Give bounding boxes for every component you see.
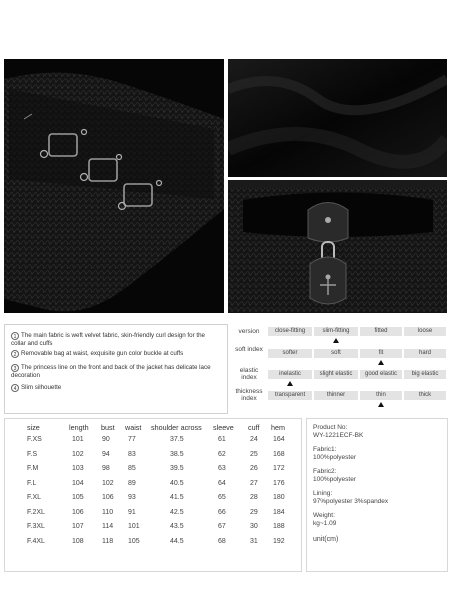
measurement-cell: 107 [72,523,84,530]
soft-index-label: soft index [235,346,263,353]
measurement-cell: 184 [273,508,285,516]
product-info-panel [306,418,448,572]
number-1-icon: 1 [11,332,19,340]
header-bust: bust [101,423,115,432]
cuff-photo-svg [4,59,224,313]
measurement-cell: 101 [72,436,84,443]
measurement-cell: 67 [218,523,226,530]
version-label: version [238,328,260,335]
fabric2-value: 100%polyester [313,476,356,483]
fabric1-value: 100%polyester [313,454,356,461]
measurement-cell: 172 [273,465,285,472]
measurement-cell: 114 [102,523,114,530]
fabric1-label: Fabric1: [313,446,337,453]
lining-label: Lining: [313,490,333,497]
feature-item [11,364,221,380]
measurement-cell: 102 [72,450,84,458]
measurement-cell: 30 [250,523,258,530]
measurement-cell: 104 [72,479,84,487]
velvet-fabric-photo [228,59,447,177]
measurement-cell: 85 [128,465,136,472]
measurement-cell: 180 [273,494,285,501]
soft-option: softer [268,349,312,358]
elastic-option: big elastic [404,370,446,379]
thickness-option: transparent [268,391,312,400]
soft-option: hard [404,349,446,358]
cuff-detail-photo [4,59,224,313]
selection-marker-icon [287,381,293,386]
size-cell: F.2XL [27,508,45,516]
selection-marker-icon [378,402,384,407]
thickness-option-selected: thin [360,391,402,400]
measurement-cell: 26 [250,465,258,472]
header-waist: waist [125,423,142,432]
version-option: fitted [360,327,402,336]
measurement-cell: 90 [102,436,110,443]
fabric2-label: Fabric2: [313,468,337,475]
feature-text: The main fabric is weft velvet fabric, skin-friendly curl design for the collar and cuffs [11,332,205,347]
measurement-cell: 101 [128,523,140,530]
measurement-cell: 168 [273,450,285,458]
measurement-cell: 105 [128,537,140,545]
measurement-cell: 43.5 [170,523,184,530]
header-cuff: cuff [248,423,260,432]
measurement-cell: 28 [250,494,258,501]
measurement-cell: 89 [128,479,136,487]
measurement-cell: 40.5 [170,479,184,487]
measurement-cell: 64 [218,479,226,487]
velvet-photo-svg [228,59,447,177]
measurement-cell: 41.5 [170,494,184,501]
size-cell: F.3XL [27,523,45,530]
elastic-option: slight elastic [314,370,358,379]
size-cell: F.XS [27,436,42,443]
measurement-cell: 38.5 [170,450,184,458]
measurement-cell: 188 [273,523,285,530]
measurement-cell: 27 [250,479,258,487]
measurement-cell: 25 [250,450,258,458]
feature-item [11,384,221,392]
weight-value: kg~1.09 [313,520,337,527]
number-2-icon: 2 [11,350,19,358]
size-cell: F.L [27,479,37,487]
product-no-label: Product No: [313,424,348,431]
elastic-option: good elastic [360,370,402,379]
size-table [4,418,302,572]
number-3-icon: 3 [11,364,19,372]
measurement-cell: 192 [273,537,285,545]
header-shoulder-across: shoulder across [151,423,202,432]
feature-item [11,350,221,358]
lining-value: 97%polyester 3%spandex [313,498,389,505]
measurement-cell: 68 [218,537,226,545]
measurement-cell: 164 [273,436,285,443]
header-length: length [69,423,89,432]
measurement-cell: 98 [102,465,110,472]
measurement-cell: 62 [218,450,226,458]
measurement-cell: 91 [128,508,136,516]
measurement-cell: 176 [273,479,285,487]
measurement-cell: 65 [218,494,226,501]
measurement-cell: 29 [250,508,258,516]
measurement-cell: 42.5 [170,508,184,516]
thickness-option: thick [404,391,446,400]
measurement-cell: 44.5 [170,537,184,545]
size-cell: F.4XL [27,537,45,545]
header-size: size [27,423,40,432]
thickness-index-label: thickness index [235,388,263,402]
measurement-cell: 77 [128,436,136,443]
measurement-cell: 105 [72,494,84,501]
feature-text: The princess line on the front and back of the jacket has delicate lace decoration [11,364,211,379]
feature-item [11,332,221,348]
unit-label: unit(cm) [313,536,339,543]
header-sleeve: sleeve [213,423,234,432]
version-option: loose [404,327,446,336]
soft-option: soft [314,349,358,358]
soft-option-selected: fit [360,349,402,358]
measurement-cell: 83 [128,450,136,458]
feature-text: Slim silhouette [21,384,62,391]
size-cell: F.S [27,450,38,458]
waist-buckle-photo [228,180,447,313]
measurement-cell: 106 [102,494,114,501]
feature-text: Removable bag at waist, exquisite gun color buckle at cuffs [21,350,184,357]
measurement-cell: 37.5 [170,436,184,443]
version-option-selected: slim-fitting [314,327,358,336]
selection-marker-icon [333,338,339,343]
measurement-cell: 118 [102,537,114,545]
measurement-cell: 94 [102,450,110,458]
size-cell: F.XL [27,494,42,501]
measurement-cell: 31 [250,537,258,545]
weight-label: Weight: [313,512,335,519]
measurement-cell: 39.5 [170,465,184,472]
feature-list [4,324,228,414]
number-4-icon: 4 [11,384,19,392]
measurement-cell: 106 [72,508,84,516]
measurement-cell: 102 [102,479,114,487]
measurement-cell: 63 [218,465,226,472]
elastic-option-selected: inelastic [268,370,312,379]
product-no-value: WY-1221ECF-BK [313,432,364,439]
measurement-cell: 24 [250,436,258,443]
measurement-cell: 103 [72,465,84,472]
version-option: close-fitting [268,327,312,336]
elastic-index-label: elastic index [239,367,259,381]
measurement-cell: 93 [128,494,136,501]
measurement-cell: 108 [72,537,84,545]
measurement-cell: 61 [218,436,226,443]
buckle-photo-svg [228,180,447,313]
measurement-cell: 66 [218,508,226,516]
selection-marker-icon [378,360,384,365]
thickness-option: thinner [314,391,358,400]
size-cell: F.M [27,465,39,472]
header-hem: hem [271,423,285,432]
attribute-grid [232,324,448,412]
measurement-cell: 110 [102,508,114,516]
